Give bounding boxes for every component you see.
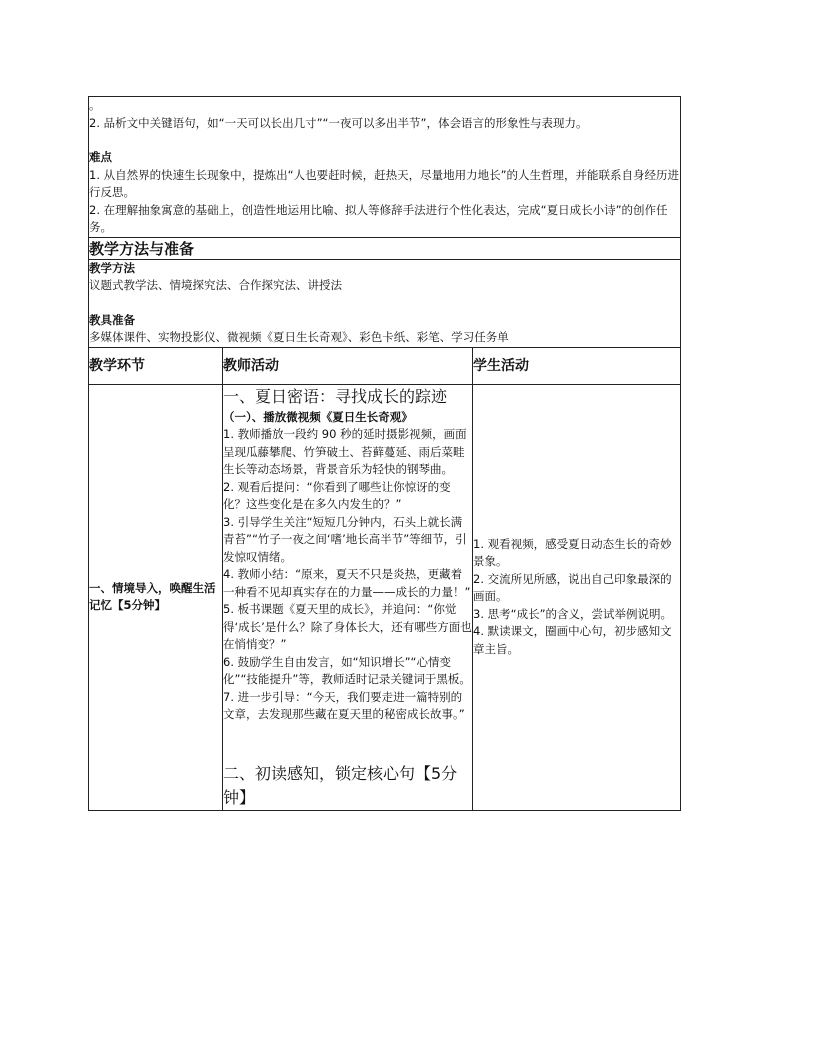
tools-title: 教具准备: [89, 312, 135, 327]
stage-label: 一、情境导入，唤醒生活记忆【5分钟】: [89, 580, 216, 612]
methods-section-heading: 教学方法与准备: [89, 237, 681, 259]
column-header-stage: 教学环节: [89, 347, 223, 384]
activity-row: [89, 384, 681, 810]
methods-text: 议题式教学法、情境探究法、合作探究法、讲授法: [89, 278, 342, 292]
difficulty-title: 难点: [89, 150, 112, 164]
teacher-step-4: 4. 教师小结：“原来，夏天不只是炎热，更藏着一种看不见却真实存在的力量——成长的力量！”: [223, 567, 471, 599]
methods-cell: [89, 259, 681, 347]
student-step-1: 1. 观看视频，感受夏日动态生长的奇妙景象。: [473, 536, 672, 569]
document-page: [88, 96, 680, 811]
student-activity-cell: [473, 384, 681, 810]
column-header-row: [89, 347, 681, 384]
teacher-step-1: 1. 教师播放一段约 90 秒的延时摄影视频，画面呈现瓜藤攀爬、竹笋破土、苔藓蔓延、雨后菜畦生长等动态场景，背景音乐为轻快的钢琴曲。: [223, 427, 467, 476]
lesson-plan-table: [88, 96, 681, 811]
column-header-student: 学生活动: [473, 347, 681, 384]
methods-row: [89, 259, 681, 347]
difficulty-item-1: 1. 从自然界的快速生长现象中，提炼出“人也要赶时候，赶热天，尽量地用力地长”的人生哲理，并能联系自身经历进行反思。: [89, 167, 680, 199]
teacher-subheading: （一）、播放微视频《夏日生长奇观》: [223, 409, 413, 424]
teacher-step-6: 6. 鼓励学生自由发言，如“知识增长”“心情变化”“技能提升”等，教师适时记录关键词于黑板。: [223, 654, 471, 686]
continued-line: 。: [89, 98, 101, 112]
objectives-row: [89, 97, 681, 238]
teacher-section-title: 一、夏日密语：寻找成长的踪迹: [223, 386, 448, 406]
teacher-section-title-2: 二、初读感知，锁定核心句【5分钟】: [223, 763, 458, 807]
teacher-step-2: 2. 观看后提问：“你看到了哪些让你惊讶的变化？这些变化是在多久内发生的？”: [223, 479, 451, 511]
teacher-step-7: 7. 进一步引导：“今天，我们要走进一篇特别的文章，去发现那些藏在夏天里的秘密成长故事。”: [223, 689, 465, 721]
teacher-activity-cell: [223, 384, 473, 810]
teacher-step-5: 5. 板书课题《夏天里的成长》，并追问：“你觉得‘成长’是什么？除了身体长大，还有哪些方面也在悄悄变？”: [223, 602, 472, 651]
student-step-2: 2. 交流所见所感，说出自己印象最深的画面。: [473, 571, 672, 604]
methods-heading-row: [89, 237, 681, 259]
focus-item-2: 2. 品析文中关键语句，如“一天可以长出几寸”“一夜可以多出半节”，体会语言的形象性与表现力。: [89, 115, 588, 130]
stage-cell: [89, 384, 223, 810]
column-header-teacher: 教师活动: [223, 347, 473, 384]
student-step-3: 3. 思考“成长”的含义，尝试举例说明。: [473, 606, 673, 621]
teacher-step-3: 3. 引导学生关注“短短几分钟内，石头上就长满青苔”“竹子一夜之间‘嗜’地长高半节”等细节，引发惊叹情绪。: [223, 514, 467, 564]
difficulty-item-2: 2. 在理解抽象寓意的基础上，创造性地运用比喻、拟人等修辞手法进行个性化表达，完成“夏日成长小诗”的创作任务。: [89, 202, 668, 234]
tools-text: 多媒体课件、实物投影仪、微视频《夏日生长奇观》、彩色卡纸、彩笔、学习任务单: [89, 330, 509, 344]
methods-title: 教学方法: [89, 260, 135, 275]
objectives-cell: [89, 97, 681, 238]
student-step-4: 4. 默读课文，圈画中心句，初步感知文章主旨。: [473, 624, 672, 656]
